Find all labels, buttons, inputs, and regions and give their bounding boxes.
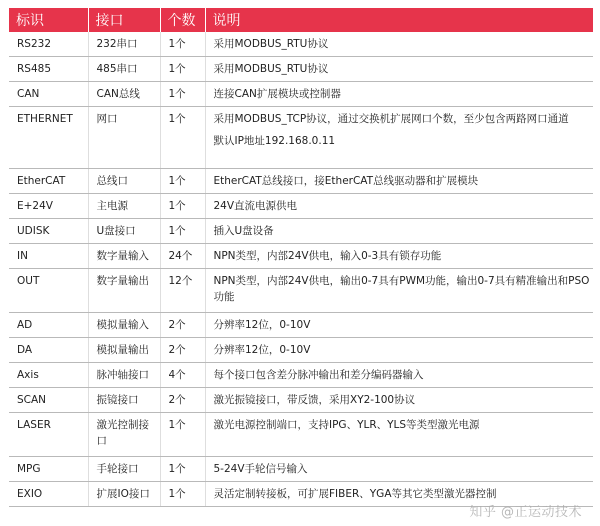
table-row xyxy=(9,82,593,107)
cell-iface: 数字量输入 xyxy=(88,244,160,269)
header-description: 说明 xyxy=(205,8,593,32)
cell-id: UDISK xyxy=(9,219,88,244)
cell-id: DA xyxy=(9,338,88,363)
cell-description xyxy=(205,107,593,169)
interface-spec-table xyxy=(9,8,593,507)
table-row xyxy=(9,57,593,82)
table-row xyxy=(9,363,593,388)
cell-iface: 振镜接口 xyxy=(88,388,160,413)
header-interface: 接口 xyxy=(88,8,160,32)
cell-description xyxy=(205,57,593,82)
table-row xyxy=(9,413,593,457)
cell-iface: 手轮接口 xyxy=(88,457,160,482)
description-line: 分辨率12位，0-10V xyxy=(213,344,311,356)
cell-id: MPG xyxy=(9,457,88,482)
cell-count: 1个 xyxy=(160,32,205,57)
cell-description xyxy=(205,388,593,413)
table-header-row xyxy=(9,8,593,32)
table-row xyxy=(9,169,593,194)
cell-iface: U盘接口 xyxy=(88,219,160,244)
description-line: 激光电源控制端口，支持IPG、YLR、YLS等类型激光电源 xyxy=(213,419,480,431)
cell-count: 2个 xyxy=(160,388,205,413)
cell-iface: 网口 xyxy=(88,107,160,169)
description-line: EtherCAT总线接口，接EtherCAT总线驱动器和扩展模块 xyxy=(213,175,479,187)
cell-id: LASER xyxy=(9,413,88,457)
cell-id: RS232 xyxy=(9,32,88,57)
cell-id: EXIO xyxy=(9,482,88,507)
cell-count: 1个 xyxy=(160,219,205,244)
cell-description xyxy=(205,338,593,363)
cell-count: 12个 xyxy=(160,269,205,313)
cell-id: EtherCAT xyxy=(9,169,88,194)
cell-description xyxy=(205,457,593,482)
description-line: NPN类型，内部24V供电，输入0-3具有锁存功能 xyxy=(213,250,442,262)
cell-iface: 主电源 xyxy=(88,194,160,219)
header-id: 标识 xyxy=(9,8,88,32)
cell-count: 1个 xyxy=(160,482,205,507)
description-line: 24V直流电源供电 xyxy=(213,200,298,212)
description-line: 插入U盘设备 xyxy=(213,225,274,237)
table-row xyxy=(9,313,593,338)
cell-count: 24个 xyxy=(160,244,205,269)
cell-iface: CAN总线 xyxy=(88,82,160,107)
cell-description xyxy=(205,363,593,388)
cell-count: 4个 xyxy=(160,363,205,388)
header-count: 个数 xyxy=(160,8,205,32)
cell-iface: 232串口 xyxy=(88,32,160,57)
cell-description xyxy=(205,32,593,57)
table-row xyxy=(9,107,593,169)
table-body xyxy=(9,32,593,507)
description-line: 灵活定制转接板，可扩展FIBER、YGA等其它类型激光器控制 xyxy=(213,488,497,500)
cell-iface: 扩展IO接口 xyxy=(88,482,160,507)
cell-description xyxy=(205,219,593,244)
cell-id: Axis xyxy=(9,363,88,388)
cell-description xyxy=(205,313,593,338)
description-line: 分辨率12位，0-10V xyxy=(213,319,311,331)
cell-id: RS485 xyxy=(9,57,88,82)
table-row xyxy=(9,269,593,313)
description-line: NPN类型，内部24V供电，输出0-7具有PWM功能，输出0-7具有精准输出和PSO功能 xyxy=(213,275,590,303)
cell-iface: 脉冲轴接口 xyxy=(88,363,160,388)
cell-iface: 模拟量输入 xyxy=(88,313,160,338)
description-line: 连接CAN扩展模块或控制器 xyxy=(213,88,341,100)
description-line: 采用MODBUS_RTU协议 xyxy=(213,38,329,50)
cell-count: 1个 xyxy=(160,82,205,107)
cell-description xyxy=(205,413,593,457)
cell-description xyxy=(205,244,593,269)
cell-iface: 数字量输出 xyxy=(88,269,160,313)
cell-count: 2个 xyxy=(160,338,205,363)
cell-id: CAN xyxy=(9,82,88,107)
description-line: 激光振镜接口，带反馈，采用XY2-100协议 xyxy=(213,394,416,406)
description-line: 5-24V手轮信号输入 xyxy=(213,463,308,475)
table-row xyxy=(9,388,593,413)
cell-id: OUT xyxy=(9,269,88,313)
cell-id: AD xyxy=(9,313,88,338)
cell-count: 1个 xyxy=(160,194,205,219)
description-line: 采用MODBUS_RTU协议 xyxy=(213,63,329,75)
cell-description xyxy=(205,169,593,194)
cell-count: 1个 xyxy=(160,413,205,457)
table-row xyxy=(9,457,593,482)
cell-iface: 模拟量输出 xyxy=(88,338,160,363)
cell-iface: 激光控制接口 xyxy=(88,413,160,457)
cell-id: ETHERNET xyxy=(9,107,88,169)
table-row xyxy=(9,244,593,269)
cell-description xyxy=(205,82,593,107)
description-line: 每个接口包含差分脉冲输出和差分编码器输入 xyxy=(213,369,424,381)
cell-count: 2个 xyxy=(160,313,205,338)
description-line: 采用MODBUS_TCP协议，通过交换机扩展网口个数，至少包含两路网口通道 xyxy=(213,113,569,125)
cell-id: SCAN xyxy=(9,388,88,413)
cell-count: 1个 xyxy=(160,107,205,169)
table-row xyxy=(9,32,593,57)
cell-iface: 485串口 xyxy=(88,57,160,82)
cell-description xyxy=(205,269,593,313)
table-row xyxy=(9,194,593,219)
cell-id: IN xyxy=(9,244,88,269)
description-line: 默认IP地址192.168.0.11 xyxy=(213,135,336,147)
watermark: 知乎 @正运动技术 xyxy=(469,505,582,520)
cell-iface: 总线口 xyxy=(88,169,160,194)
cell-count: 1个 xyxy=(160,169,205,194)
cell-count: 1个 xyxy=(160,57,205,82)
table-row xyxy=(9,219,593,244)
table-row xyxy=(9,338,593,363)
cell-count: 1个 xyxy=(160,457,205,482)
cell-description xyxy=(205,194,593,219)
cell-id: E+24V xyxy=(9,194,88,219)
